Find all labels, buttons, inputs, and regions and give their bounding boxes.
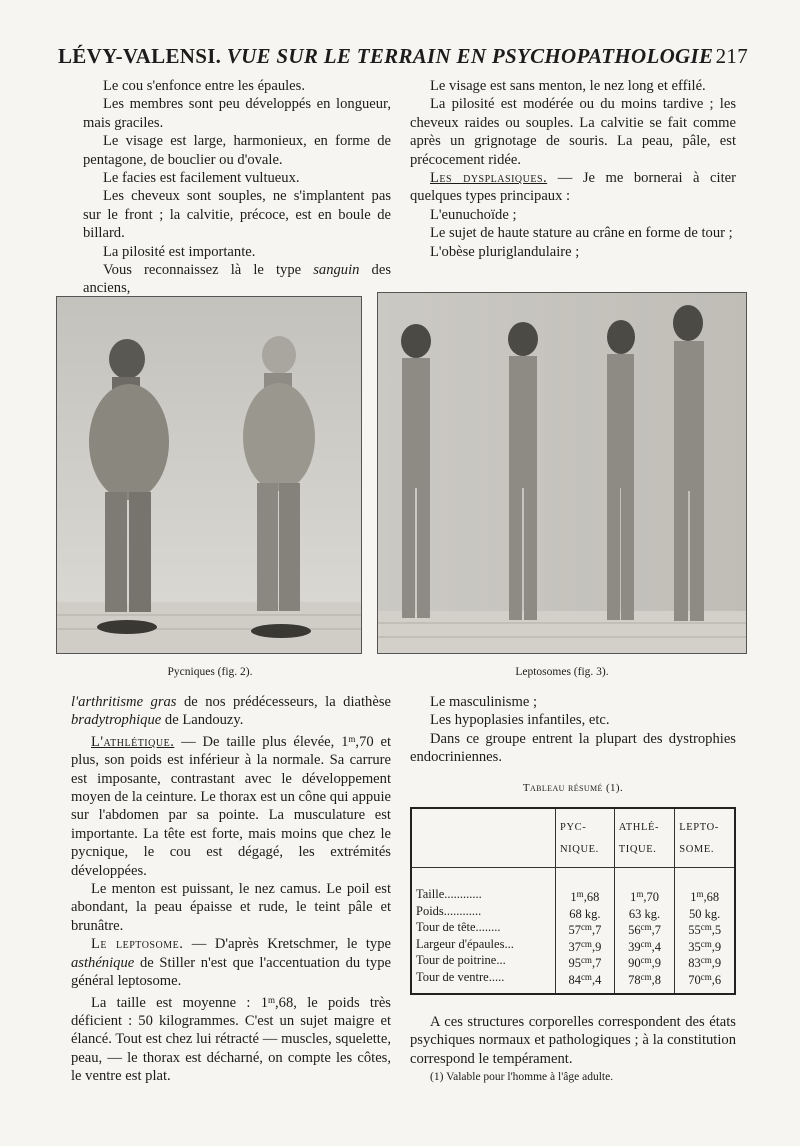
figure-leptosomes-photo [377, 292, 747, 654]
figure-caption-pycniques: Pycniques (fig. 2). [167, 666, 253, 678]
list-item: Le masculinisme ; [430, 694, 537, 710]
header-author: LÉVY-VALENSI. [58, 44, 222, 68]
cell-decimal: ,7 [591, 956, 602, 971]
cell-unit: m [576, 889, 584, 900]
table-cell-lep [675, 954, 735, 971]
list-item: L'obèse pluriglandulaire ; [430, 243, 580, 260]
exponent: m [268, 994, 276, 1005]
table-title: Tableau résumé (1). [522, 781, 624, 794]
table-cell-pyc [556, 938, 615, 955]
cell-value: 95 [568, 956, 581, 971]
cell-unit: cm [580, 938, 592, 949]
cell-unit: cm [700, 938, 712, 949]
cell-decimal: ,9 [711, 956, 722, 971]
cell-unit: cm [640, 955, 652, 966]
cell-unit: cm [640, 938, 652, 949]
table-cell-pyc [556, 868, 615, 905]
column-top-left [83, 77, 391, 298]
text-run: de Stiller n'est que l'accentuation du type général leptosome. [71, 954, 391, 990]
cell-value: 90 [628, 956, 641, 971]
paragraph: A ces structures corporelles correspondent des états psychiques normaux et pathologiques ; à la constitution correspond le tempérament. [410, 1014, 736, 1067]
cell-decimal: ,9 [591, 939, 602, 954]
photo-illustration [378, 293, 746, 653]
list-item: L'eunuchoïde ; [430, 206, 517, 223]
page-number: 217 [715, 44, 748, 68]
cell-decimal: ,70 [643, 890, 659, 905]
table-row-label: Poids............ [411, 905, 556, 922]
section-heading: L'athlétique. [91, 733, 175, 750]
header-line: PYC- [560, 822, 587, 834]
table-header-pycnique [556, 808, 615, 868]
italic-term: l'arthritisme gras [71, 694, 177, 710]
table-cell-lep [675, 971, 735, 995]
column-bottom-right [410, 693, 736, 1087]
cell-value: 1 [570, 890, 577, 905]
table-cell-ath [614, 954, 675, 971]
table-row [411, 868, 735, 905]
list-item: Le sujet de haute stature au crâne en forme de tour ; [430, 225, 733, 242]
section-heading: Le leptosome. [91, 936, 184, 953]
cell-unit: cm [580, 971, 592, 982]
photo-illustration [57, 297, 361, 653]
cell-value: 56 [628, 923, 641, 938]
table-cell-lep [675, 905, 735, 922]
cell-value: 63 kg. [628, 906, 661, 921]
text-run: La taille est moyenne : 1 [91, 994, 269, 1011]
paragraph [71, 991, 391, 1086]
paragraph [71, 935, 391, 990]
cell-decimal: ,5 [711, 923, 722, 938]
header-line: ATHLÉ- [618, 822, 660, 834]
cell-decimal: ,4 [591, 972, 602, 987]
cell-value: 39 [628, 939, 641, 954]
cell-value: 50 kg. [689, 906, 721, 921]
cell-decimal: ,7 [651, 923, 661, 938]
cell-unit: cm [580, 955, 592, 966]
text-run: de Landouzy. [161, 712, 244, 729]
header-line: TIQUE. [618, 844, 657, 856]
table-header-athletique [614, 808, 675, 868]
cell-unit: cm [700, 955, 712, 966]
table-cell-ath [614, 905, 675, 922]
cell-value: 70 [688, 972, 701, 987]
table-row [411, 971, 735, 995]
paragraph [83, 261, 391, 298]
cell-unit: cm [700, 922, 712, 933]
table-row-label: Taille............ [411, 868, 556, 905]
italic-term: sanguin [313, 262, 360, 279]
table-cell-ath [614, 868, 675, 905]
list-item: Les hypoplasies infantiles, etc. [430, 712, 610, 729]
table-cell-ath [614, 971, 675, 995]
cell-decimal: ,68 [703, 890, 720, 905]
cell-decimal: ,6 [711, 972, 722, 987]
cell-unit: cm [640, 971, 652, 982]
table-row [411, 921, 735, 938]
table-row-label: Tour de poitrine... [411, 954, 556, 971]
cell-value: 78 [628, 972, 641, 987]
column-top-right [410, 77, 736, 261]
cell-unit: cm [580, 922, 592, 933]
paragraph: La pilosité est importante. [103, 243, 256, 260]
table-cell-pyc [556, 921, 615, 938]
text-run: — Je me bornerai à citer quelques types principaux : [410, 170, 736, 205]
italic-term: asthénique [71, 954, 135, 971]
header-line: NIQUE. [560, 844, 599, 856]
paragraph: Les cheveux sont souples, ne s'implantent pas sur le front ; la calvitie, précoce, est en boule de billard. [83, 188, 391, 242]
cell-unit: cm [700, 971, 712, 982]
paragraph: Le facies est facilement vultueux. [103, 170, 300, 187]
table-cell-lep [675, 868, 735, 905]
table-header-leptosome [675, 808, 735, 868]
cell-unit: m [696, 889, 704, 900]
table-cell-pyc [556, 905, 615, 922]
column-bottom-left [71, 693, 391, 1086]
cell-decimal: ,68 [583, 890, 600, 905]
paragraph: Le menton est puissant, le nez camus. Le poil est abondant, la peau épaisse et rude, le teint pâle et brunâtre. [71, 881, 391, 934]
text-run: ,68, le poids très déficient : 50 kilogrammes. C'est un sujet maigre et élancé. Tout est chez lui rétracté — muscles, squelette, peau, — le thorax est décharné, on compte les côtes, le ventre est plat. [71, 994, 391, 1085]
text-run: des anciens, [83, 262, 391, 297]
table-cell-lep [675, 938, 735, 955]
footnote: (1) Valable pour l'homme à l'âge adulte. [430, 1071, 614, 1084]
text-run: et plus, son poids est inférieur à la normale. Sa carrure est imposante, contrastant avec le développement moyen de la ceinture. Le thorax est un cône qui appuie sur l'abdomen par sa pointe. La musculature est importante. La tête est forte, mais moins que chez le pycnique, le cou est dégagé, les extrémités développées. [71, 733, 391, 879]
figure-pycniques-photo [56, 296, 362, 654]
cell-value: 1 [630, 890, 637, 905]
table-cell-pyc [556, 971, 615, 995]
table-row [411, 905, 735, 922]
section-heading: Les dysplasiques. [430, 170, 548, 187]
paragraph: Les membres sont peu développés en longueur, mais graciles. [83, 96, 391, 131]
text-run: — D'après Kretschmer, le type [183, 936, 391, 953]
text-run: ,70 [355, 733, 374, 750]
header-line: LEPTO- [679, 822, 719, 834]
italic-term: bradytrophique [71, 712, 162, 729]
header-line: SOME. [679, 844, 715, 856]
paragraph: La pilosité est modérée ou du moins tardive ; les cheveux raides ou souples. La calvitie se fait comme après un grignotage de souris. La peau, pâle, est précocement ridée. [410, 96, 736, 168]
cell-decimal: ,8 [651, 972, 661, 987]
running-header [58, 44, 748, 72]
cell-value: 37 [568, 939, 581, 954]
paragraph: Le visage est sans menton, le nez long et effilé. [430, 78, 706, 94]
cell-value: 84 [568, 972, 581, 987]
cell-decimal: ,9 [711, 939, 722, 954]
table-cell-lep [675, 921, 735, 938]
header-title: VUE SUR LE TERRAIN EN PSYCHOPATHOLOGIE [226, 44, 714, 68]
text-run: — De taille plus élevée, 1 [174, 733, 349, 750]
table-row-label: Tour de tête........ [411, 921, 556, 938]
cell-unit: cm [640, 922, 652, 933]
table-header-empty [411, 808, 556, 868]
paragraph [71, 693, 391, 730]
table-cell-ath [614, 921, 675, 938]
table-cell-pyc [556, 954, 615, 971]
cell-value: 57 [568, 923, 581, 938]
table-header-row [411, 808, 735, 868]
table-row [411, 954, 735, 971]
figure-caption-leptosomes: Leptosomes (fig. 3). [515, 666, 609, 678]
table-body [411, 868, 735, 995]
summary-table [410, 807, 736, 995]
cell-value: 83 [688, 956, 701, 971]
cell-value: 1 [690, 890, 697, 905]
table-row-label: Largeur d'épaules... [411, 938, 556, 955]
cell-decimal: ,4 [651, 939, 661, 954]
paragraph: Le visage est large, harmonieux, en forme de pentagone, de bouclier ou d'ovale. [83, 133, 391, 168]
text-run: de nos prédécesseurs, la diathèse [176, 694, 391, 710]
table-row [411, 938, 735, 955]
cell-unit: m [636, 889, 644, 900]
paragraph: Le cou s'enfonce entre les épaules. [103, 78, 305, 94]
table-row-label: Tour de ventre..... [411, 971, 556, 995]
paragraph [410, 169, 736, 206]
cell-decimal: ,7 [591, 923, 602, 938]
table-cell-ath [614, 938, 675, 955]
paragraph: Dans ce groupe entrent la plupart des dystrophies endocriniennes. [410, 730, 736, 766]
cell-value: 35 [688, 939, 701, 954]
text-run: Vous reconnaissez là le type [103, 262, 314, 279]
cell-value: 55 [688, 923, 701, 938]
cell-decimal: ,9 [651, 956, 661, 971]
exponent: m [348, 733, 356, 744]
cell-value: 68 kg. [569, 906, 601, 921]
paragraph [71, 730, 391, 880]
